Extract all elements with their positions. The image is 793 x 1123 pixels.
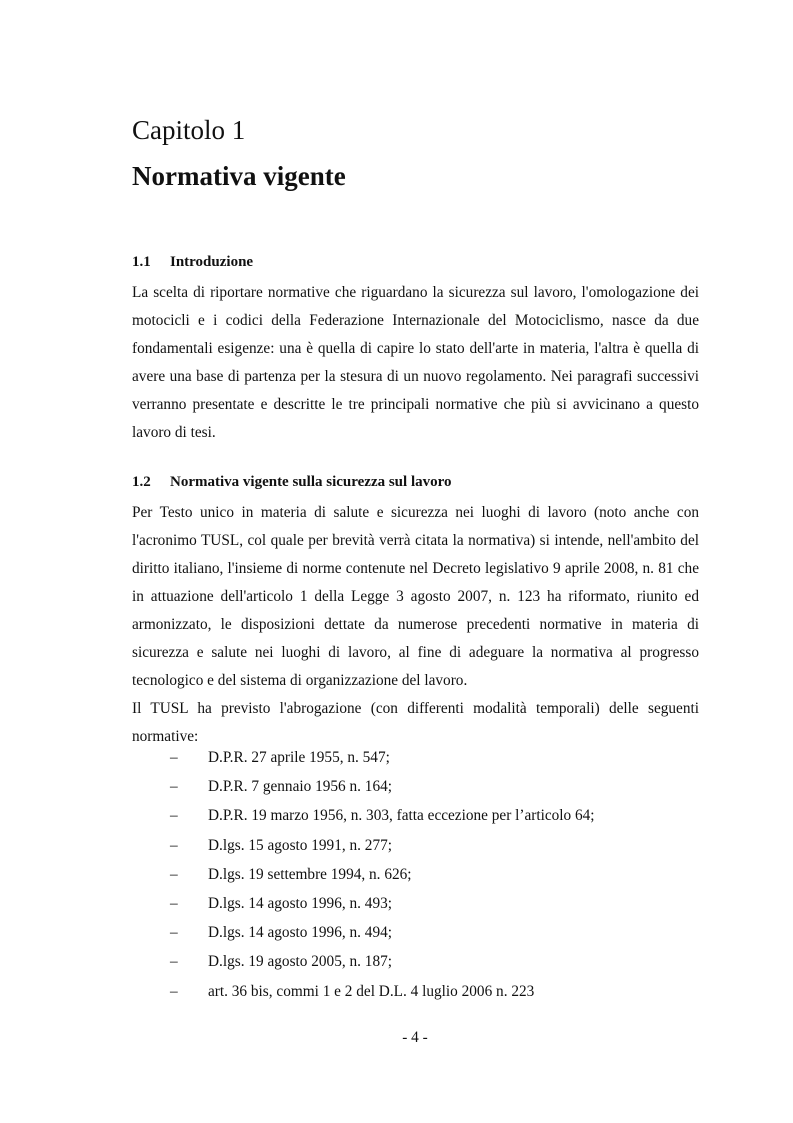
list-item <box>132 947 699 976</box>
section-heading <box>132 472 699 492</box>
chapter-title: Normativa vigente <box>132 161 346 191</box>
list-bullet: – <box>170 807 178 825</box>
list-item-text: D.lgs. 14 agosto 1996, n. 493; <box>208 894 392 912</box>
list-item <box>132 889 699 918</box>
list-item-text: D.lgs. 19 settembre 1994, n. 626; <box>208 865 412 883</box>
section-normativa-sicurezza <box>132 472 699 751</box>
list-item-text: art. 36 bis, commi 1 e 2 del D.L. 4 luglio 2006 n. 223 <box>208 982 535 1000</box>
list-item <box>132 918 699 947</box>
section-number: 1.2 <box>132 474 151 490</box>
list-bullet: – <box>170 778 178 796</box>
list-item <box>132 772 699 801</box>
list-item-text: D.P.R. 19 marzo 1956, n. 303, fatta eccezione per l’articolo 64; <box>208 807 595 825</box>
paragraph: La scelta di riportare normative che riguardano la sicurezza sul lavoro, l'omologazione dei motocicli e i codici della Federazione Internazionale del Motociclismo, nasce da due fondamentali esigenze: una è quella di capire lo stato dell'arte in materia, l'altra è quella di avere una base di partenza per la stesura di un nuovo regolamento. Nei paragrafi successivi verranno presentate e descritte le tre principali normative che più si avvicinano a questo lavoro di tesi. <box>132 284 699 441</box>
list-item <box>132 743 699 772</box>
chapter-label: Capitolo 1 <box>132 115 246 145</box>
list-item <box>132 801 699 830</box>
list-bullet: – <box>170 953 178 971</box>
list-bullet: – <box>170 865 178 883</box>
list-bullet: – <box>170 894 178 912</box>
paragraph: Per Testo unico in materia di salute e sicurezza nei luoghi di lavoro (noto anche con l'acronimo TUSL, col quale per brevità verrà citata la normativa) si intende, nell'ambito del diritto italiano, l'insieme di norme contenute nel Decreto legislativo 9 aprile 2008, n. 81 che in attuazione dell'articolo 1 della Legge 3 agosto 2007, n. 123 ha riformato, riunito ed armonizzato, le disposizioni dettate da numerose precedenti normative in materia di sicurezza e salute nei luoghi di lavoro, al fine di adeguare la normativa al progresso tecnologico e del sistema di organizzazione del lavoro. <box>132 504 699 689</box>
list-item-text: D.P.R. 7 gennaio 1956 n. 164; <box>208 778 392 796</box>
section-introduzione <box>132 252 699 447</box>
section-title: Normativa vigente sulla sicurezza sul lavoro <box>170 474 452 490</box>
list-bullet: – <box>170 982 178 1000</box>
list-item-text: D.P.R. 27 aprile 1955, n. 547; <box>208 749 390 766</box>
list-item <box>132 860 699 889</box>
section-heading <box>132 252 699 272</box>
list-bullet: – <box>170 924 178 942</box>
list-item-text: D.lgs. 14 agosto 1996, n. 494; <box>208 924 392 942</box>
section-number: 1.1 <box>132 254 151 270</box>
list-item-text: D.lgs. 15 agosto 1991, n. 277; <box>208 836 392 854</box>
section-title: Introduzione <box>170 254 254 270</box>
list-item <box>132 977 699 1006</box>
page-number: - 4 - <box>402 1029 428 1046</box>
paragraph: Il TUSL ha previsto l'abrogazione (con differenti modalità temporali) delle seguenti normative: <box>132 700 699 745</box>
abrogated-laws-list <box>132 743 699 1006</box>
list-bullet: – <box>170 749 178 766</box>
list-bullet: – <box>170 836 178 854</box>
list-item <box>132 831 699 860</box>
list-item-text: D.lgs. 19 agosto 2005, n. 187; <box>208 953 392 971</box>
